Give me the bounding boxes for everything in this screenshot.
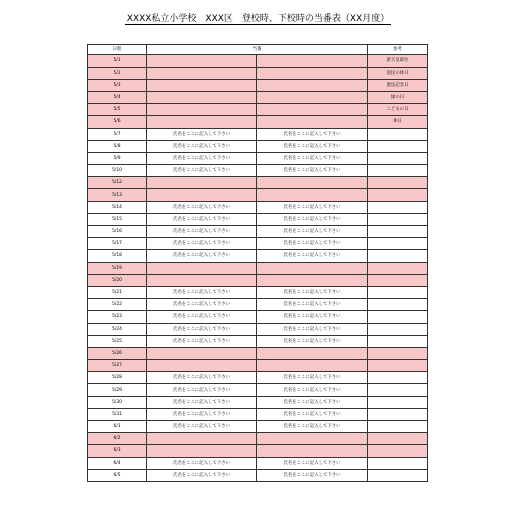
table-row xyxy=(88,347,428,359)
duty-cell-1[interactable]: 氏名をここに記入して下さい xyxy=(147,201,257,213)
note-cell xyxy=(368,396,428,408)
table-row xyxy=(88,445,428,457)
duty-cell-2[interactable]: 氏名をここに記入して下さい xyxy=(257,140,368,152)
duty-cell-2[interactable]: 氏名をここに記入して下さい xyxy=(257,457,368,469)
note-cell xyxy=(368,189,428,201)
note-cell xyxy=(368,262,428,274)
table-row xyxy=(88,262,428,274)
table-row xyxy=(88,323,428,335)
date-cell: 5/21 xyxy=(88,286,147,298)
date-cell: 5/19 xyxy=(88,262,147,274)
date-cell: 5/26 xyxy=(88,347,147,359)
table-row xyxy=(88,165,428,177)
duty-cell-2[interactable] xyxy=(257,116,368,128)
table-row xyxy=(88,335,428,347)
duty-cell-1[interactable]: 氏名をここに記入して下さい xyxy=(147,457,257,469)
table-row xyxy=(88,201,428,213)
table-row xyxy=(88,140,428,152)
duty-cell-1[interactable] xyxy=(147,67,257,79)
table-row xyxy=(88,384,428,396)
date-cell: 6/4 xyxy=(88,457,147,469)
table-row xyxy=(88,396,428,408)
duty-cell-1[interactable] xyxy=(147,274,257,286)
duty-cell-1[interactable]: 氏名をここに記入して下さい xyxy=(147,408,257,420)
duty-cell-1[interactable]: 氏名をここに記入して下さい xyxy=(147,152,257,164)
note-cell xyxy=(368,201,428,213)
duty-cell-1[interactable]: 氏名をここに記入して下さい xyxy=(147,238,257,250)
duty-cell-1[interactable]: 氏名をここに記入して下さい xyxy=(147,323,257,335)
table-row xyxy=(88,421,428,433)
duty-cell-2[interactable] xyxy=(257,91,368,103)
duty-cell-1[interactable] xyxy=(147,347,257,359)
date-cell: 5/16 xyxy=(88,226,147,238)
duty-cell-1[interactable]: 氏名をここに記入して下さい xyxy=(147,311,257,323)
date-cell: 5/3 xyxy=(88,79,147,91)
note-cell xyxy=(368,140,428,152)
duty-cell-2[interactable] xyxy=(257,189,368,201)
duty-cell-2[interactable]: 氏名をここに記入して下さい xyxy=(257,165,368,177)
note-cell xyxy=(368,457,428,469)
duty-cell-2[interactable] xyxy=(257,347,368,359)
date-cell: 6/3 xyxy=(88,445,147,457)
page-title xyxy=(0,14,516,25)
duty-cell-2[interactable]: 氏名をここに記入して下さい xyxy=(257,299,368,311)
date-cell: 5/28 xyxy=(88,372,147,384)
table-row xyxy=(88,55,428,67)
table-row xyxy=(88,299,428,311)
duty-cell-2[interactable]: 氏名をここに記入して下さい xyxy=(257,335,368,347)
duty-cell-2[interactable]: 氏名をここに記入して下さい xyxy=(257,213,368,225)
table-row xyxy=(88,274,428,286)
duty-cell-1[interactable]: 氏名をここに記入して下さい xyxy=(147,469,257,481)
page-title-text: XXXX私立小学校 XXX区 登校時、下校時の当番表（XX月度） xyxy=(126,14,390,24)
note-cell xyxy=(368,213,428,225)
note-cell xyxy=(368,152,428,164)
note-cell xyxy=(368,360,428,372)
date-cell: 6/5 xyxy=(88,469,147,481)
duty-cell-2[interactable]: 氏名をここに記入して下さい xyxy=(257,421,368,433)
date-cell: 5/29 xyxy=(88,384,147,396)
date-cell: 6/1 xyxy=(88,421,147,433)
table-row xyxy=(88,250,428,262)
table-row xyxy=(88,433,428,445)
header-date: 日程 xyxy=(88,45,147,55)
table-row xyxy=(88,79,428,91)
duty-cell-1[interactable]: 氏名をここに記入して下さい xyxy=(147,165,257,177)
table-row xyxy=(88,91,428,103)
note-cell xyxy=(368,274,428,286)
note-cell: 国民の休日 xyxy=(368,67,428,79)
duty-cell-2[interactable] xyxy=(257,262,368,274)
duty-cell-2[interactable]: 氏名をここに記入して下さい xyxy=(257,226,368,238)
duty-cell-1[interactable]: 氏名をここに記入して下さい xyxy=(147,299,257,311)
duty-cell-2[interactable] xyxy=(257,360,368,372)
duty-cell-2[interactable] xyxy=(257,177,368,189)
duty-cell-2[interactable]: 氏名をここに記入して下さい xyxy=(257,286,368,298)
note-cell xyxy=(368,408,428,420)
duty-cell-1[interactable] xyxy=(147,189,257,201)
table-row xyxy=(88,311,428,323)
duty-cell-2[interactable] xyxy=(257,445,368,457)
date-cell: 5/25 xyxy=(88,335,147,347)
table-row xyxy=(88,286,428,298)
duty-cell-1[interactable]: 氏名をここに記入して下さい xyxy=(147,226,257,238)
duty-cell-2[interactable]: 氏名をここに記入して下さい xyxy=(257,323,368,335)
table-row xyxy=(88,226,428,238)
table-row xyxy=(88,469,428,481)
date-cell: 5/10 xyxy=(88,165,147,177)
duty-cell-2[interactable] xyxy=(257,67,368,79)
date-cell: 5/9 xyxy=(88,152,147,164)
note-cell: こどもの日 xyxy=(368,104,428,116)
duty-cell-2[interactable]: 氏名をここに記入して下さい xyxy=(257,311,368,323)
duty-cell-2[interactable]: 氏名をここに記入して下さい xyxy=(257,469,368,481)
duty-cell-1[interactable] xyxy=(147,360,257,372)
note-cell xyxy=(368,226,428,238)
date-cell: 5/31 xyxy=(88,408,147,420)
note-cell xyxy=(368,128,428,140)
table-row xyxy=(88,360,428,372)
date-cell: 5/14 xyxy=(88,201,147,213)
date-cell: 5/4 xyxy=(88,91,147,103)
table-row xyxy=(88,177,428,189)
duty-cell-2[interactable] xyxy=(257,104,368,116)
duty-cell-2[interactable]: 氏名をここに記入して下さい xyxy=(257,201,368,213)
duty-cell-1[interactable] xyxy=(147,116,257,128)
duty-cell-1[interactable]: 氏名をここに記入して下さい xyxy=(147,372,257,384)
duty-cell-2[interactable] xyxy=(257,274,368,286)
note-cell xyxy=(368,323,428,335)
table-row xyxy=(88,213,428,225)
duty-cell-2[interactable]: 氏名をここに記入して下さい xyxy=(257,238,368,250)
date-cell: 5/30 xyxy=(88,396,147,408)
note-cell xyxy=(368,299,428,311)
duty-cell-1[interactable]: 氏名をここに記入して下さい xyxy=(147,335,257,347)
duty-cell-2[interactable]: 氏名をここに記入して下さい xyxy=(257,152,368,164)
header-duty: 当番 xyxy=(147,45,368,55)
note-cell xyxy=(368,286,428,298)
date-cell: 5/8 xyxy=(88,140,147,152)
table-row xyxy=(88,67,428,79)
date-cell: 5/1 xyxy=(88,55,147,67)
date-cell: 5/18 xyxy=(88,250,147,262)
duty-cell-1[interactable] xyxy=(147,177,257,189)
date-cell: 5/5 xyxy=(88,104,147,116)
duty-cell-2[interactable]: 氏名をここに記入して下さい xyxy=(257,384,368,396)
duty-roster-table xyxy=(87,44,428,482)
note-cell xyxy=(368,421,428,433)
note-cell: 新天皇即位 xyxy=(368,55,428,67)
date-cell: 5/27 xyxy=(88,360,147,372)
note-cell: 緑の日 xyxy=(368,91,428,103)
date-cell: 5/12 xyxy=(88,177,147,189)
date-cell: 5/23 xyxy=(88,311,147,323)
date-cell: 5/20 xyxy=(88,274,147,286)
duty-cell-1[interactable] xyxy=(147,445,257,457)
note-cell xyxy=(368,469,428,481)
header-note: 参考 xyxy=(368,45,428,55)
duty-cell-1[interactable] xyxy=(147,104,257,116)
note-cell xyxy=(368,165,428,177)
duty-cell-2[interactable]: 氏名をここに記入して下さい xyxy=(257,408,368,420)
date-cell: 5/17 xyxy=(88,238,147,250)
table-row xyxy=(88,457,428,469)
duty-cell-1[interactable]: 氏名をここに記入して下さい xyxy=(147,213,257,225)
note-cell xyxy=(368,238,428,250)
table-row xyxy=(88,152,428,164)
note-cell xyxy=(368,250,428,262)
note-cell: 休日 xyxy=(368,116,428,128)
date-cell: 5/6 xyxy=(88,116,147,128)
table-row xyxy=(88,104,428,116)
table-row xyxy=(88,116,428,128)
table-row xyxy=(88,372,428,384)
table-row xyxy=(88,128,428,140)
note-cell xyxy=(368,311,428,323)
date-cell: 5/2 xyxy=(88,67,147,79)
note-cell xyxy=(368,445,428,457)
duty-cell-1[interactable] xyxy=(147,433,257,445)
duty-cell-1[interactable]: 氏名をここに記入して下さい xyxy=(147,384,257,396)
duty-cell-1[interactable] xyxy=(147,262,257,274)
table-row xyxy=(88,189,428,201)
header-row xyxy=(88,45,428,55)
date-cell: 5/24 xyxy=(88,323,147,335)
date-cell: 5/22 xyxy=(88,299,147,311)
note-cell xyxy=(368,384,428,396)
date-cell: 6/2 xyxy=(88,433,147,445)
duty-cell-2[interactable] xyxy=(257,433,368,445)
table-row xyxy=(88,408,428,420)
duty-cell-1[interactable] xyxy=(147,91,257,103)
note-cell: 憲法記念日 xyxy=(368,79,428,91)
duty-cell-2[interactable]: 氏名をここに記入して下さい xyxy=(257,396,368,408)
duty-cell-2[interactable]: 氏名をここに記入して下さい xyxy=(257,128,368,140)
duty-cell-2[interactable]: 氏名をここに記入して下さい xyxy=(257,250,368,262)
duty-cell-1[interactable]: 氏名をここに記入して下さい xyxy=(147,286,257,298)
note-cell xyxy=(368,347,428,359)
date-cell: 5/15 xyxy=(88,213,147,225)
duty-cell-2[interactable] xyxy=(257,55,368,67)
duty-cell-1[interactable]: 氏名をここに記入して下さい xyxy=(147,396,257,408)
duty-cell-2[interactable]: 氏名をここに記入して下さい xyxy=(257,372,368,384)
note-cell xyxy=(368,433,428,445)
date-cell: 5/7 xyxy=(88,128,147,140)
duty-cell-1[interactable] xyxy=(147,79,257,91)
note-cell xyxy=(368,335,428,347)
duty-cell-2[interactable] xyxy=(257,79,368,91)
duty-cell-1[interactable]: 氏名をここに記入して下さい xyxy=(147,140,257,152)
duty-cell-1[interactable]: 氏名をここに記入して下さい xyxy=(147,250,257,262)
note-cell xyxy=(368,372,428,384)
date-cell: 5/13 xyxy=(88,189,147,201)
duty-cell-1[interactable] xyxy=(147,55,257,67)
note-cell xyxy=(368,177,428,189)
duty-cell-1[interactable]: 氏名をここに記入して下さい xyxy=(147,421,257,433)
duty-cell-1[interactable]: 氏名をここに記入して下さい xyxy=(147,128,257,140)
table-row xyxy=(88,238,428,250)
